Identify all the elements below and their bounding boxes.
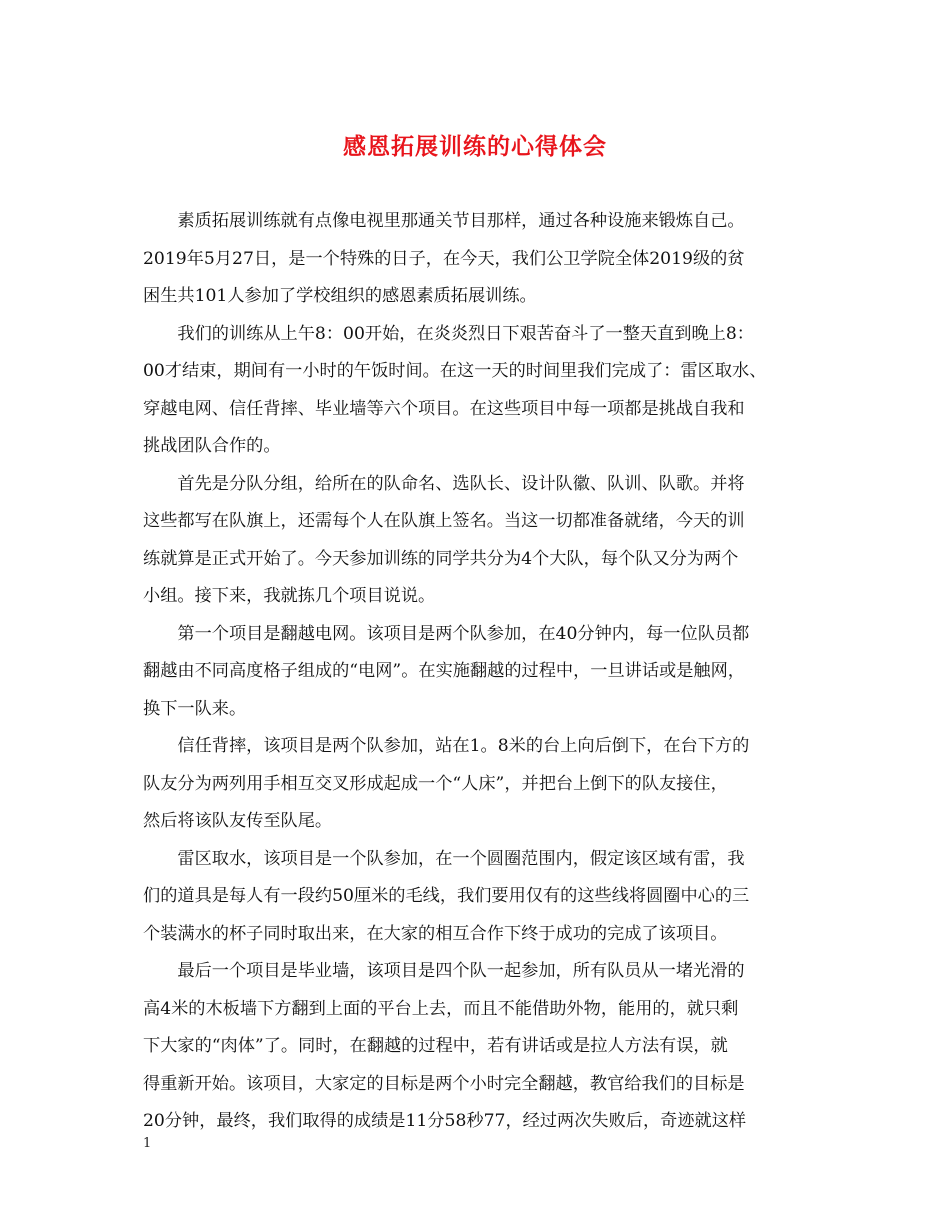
text-line: 穿越电网、信任背摔、毕业墙等六个项目。在这些项目中每一项都是挑战自我和 <box>143 398 745 419</box>
text-line: 挑战团队合作的。 <box>143 436 281 456</box>
text-line: 我们的训练从上午8：00开始，在炎炎烈日下艰苦奋斗了一整天直到晚上8： <box>177 323 754 344</box>
paragraph-1 <box>143 203 813 316</box>
text-line: 第一个项目是翻越电网。该项目是两个队参加，在40分钟内，每一位队员都 <box>177 623 750 644</box>
text-line: 们的道具是每人有一段约50厘米的毛线，我们要用仅有的这些线将圆圈中心的三 <box>143 886 750 906</box>
text-line: 20分钟，最终，我们取得的成绩是11分58秒77，经过两次失败后，奇迹就这样 <box>143 1111 747 1131</box>
text-line: 小组。接下来，我就拣几个项目说说。 <box>143 586 436 606</box>
text-line: 高4米的木板墙下方翻到上面的平台上去，而且不能借助外物，能用的，就只剩 <box>143 998 739 1019</box>
page-number: 1 <box>143 1136 152 1151</box>
text-line: 换下一队来。 <box>143 698 247 719</box>
text-line: 然后将该队友传至队尾。 <box>143 811 333 831</box>
text-line: 信任背摔，该项目是两个队参加，站在1。8米的台上向后倒下，在台下方的 <box>177 736 750 756</box>
text-line: 困生共101人参加了学校组织的感恩素质拓展训练。 <box>143 286 537 306</box>
text-line: 翻越由不同高度格子组成的“电网”。在实施翻越的过程中，一旦讲话或是触网， <box>143 661 745 681</box>
text-line: 00才结束，期间有一小时的午饭时间。在这一天的时间里我们完成了：雷区取水、 <box>143 361 767 381</box>
paragraph-2 <box>143 316 813 466</box>
text-line: 队友分为两列用手相互交叉形成起成一个“人床”，并把台上倒下的队友接住， <box>143 773 728 794</box>
paragraph-6 <box>143 841 813 954</box>
paragraph-4 <box>143 616 813 729</box>
document-body <box>143 203 813 1141</box>
text-line: 雷区取水，该项目是一个队参加，在一个圆圈范围内，假定该区域有雷，我 <box>177 848 745 869</box>
text-line: 最后一个项目是毕业墙，该项目是四个队一起参加，所有队员从一堵光滑的 <box>177 961 745 981</box>
text-line: 下大家的“肉体”了。同时，在翻越的过程中，若有讲话或是拉人方法有误，就 <box>143 1036 728 1056</box>
paragraph-5 <box>143 728 813 841</box>
text-line: 个装满水的杯子同时取出来，在大家的相互合作下终于成功的完成了该项目。 <box>143 923 728 944</box>
paragraph-3 <box>143 466 813 616</box>
text-line: 得重新开始。该项目，大家定的目标是两个小时完全翻越，教官给我们的目标是 <box>143 1073 745 1094</box>
text-line: 这些都写在队旗上，还需每个人在队旗上签名。当这一切都准备就绪，今天的训 <box>143 511 745 531</box>
paragraph-7 <box>143 953 813 1141</box>
text-line: 2019年5月27日，是一个特殊的日子，在今天，我们公卫学院全体2019级的贫 <box>143 248 745 269</box>
text-line: 素质拓展训练就有点像电视里那通关节目那样，通过各种设施来锻炼自己。 <box>177 211 745 231</box>
text-line: 练就算是正式开始了。今天参加训练的同学共分为4个大队，每个队又分为两个 <box>143 548 739 569</box>
document-title: 感恩拓展训练的心得体会 <box>343 133 607 160</box>
text-line: 首先是分队分组，给所在的队命名、选队长、设计队徽、队训、队歌。并将 <box>177 473 745 494</box>
